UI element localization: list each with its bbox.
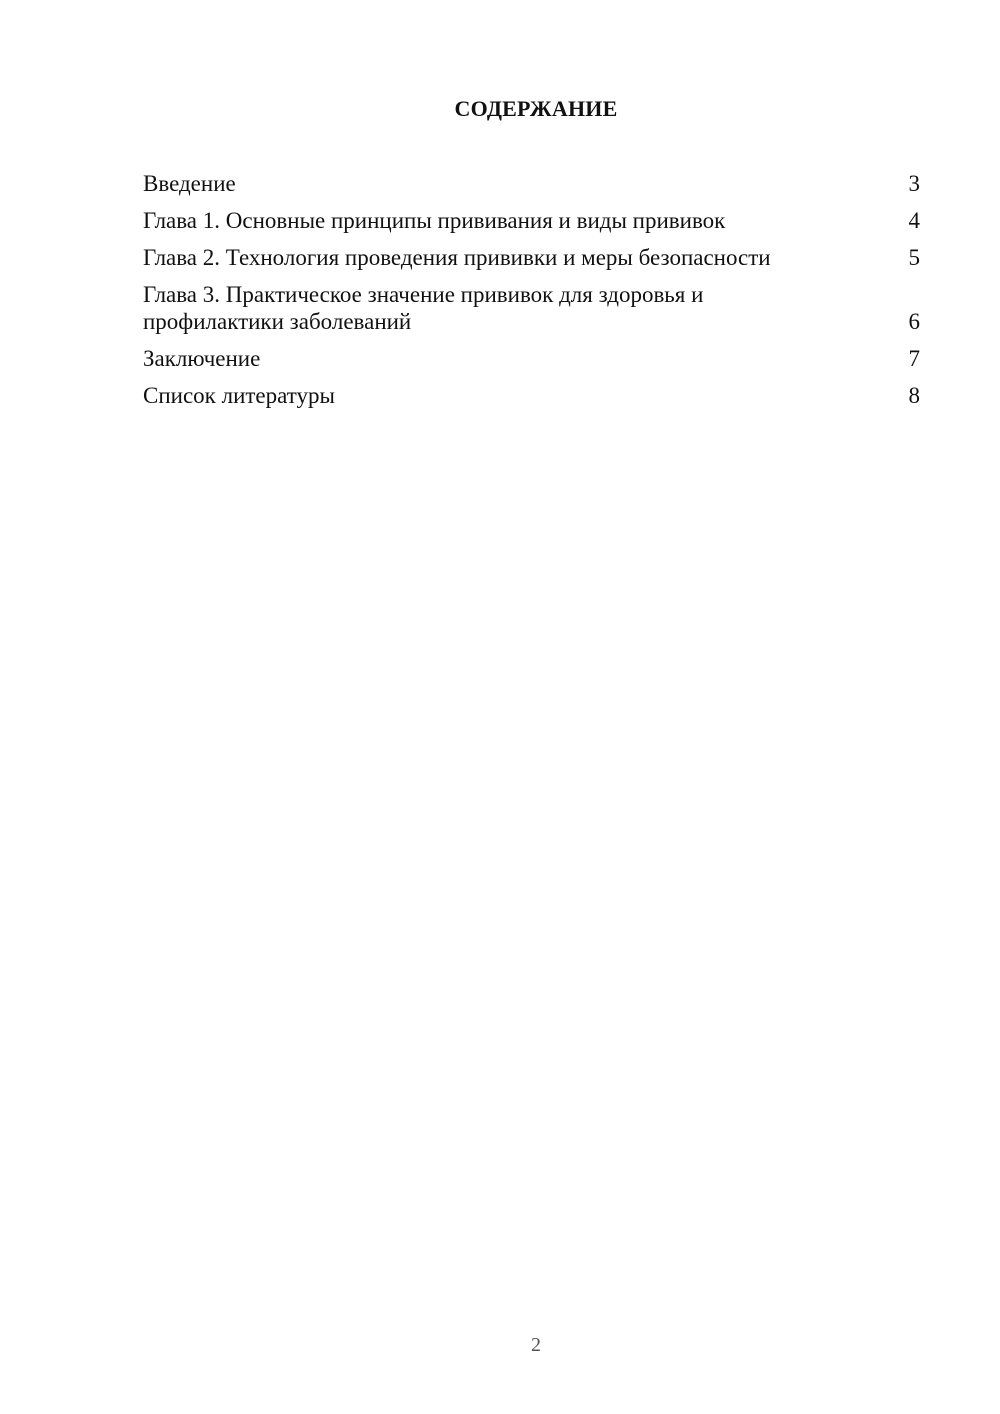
toc-entry-conclusion [143,345,920,372]
toc-entry-page: 4 [908,208,920,233]
toc-entry-page: 6 [908,309,920,334]
toc-entry-page: 5 [908,245,920,270]
toc-entry-page: 7 [908,346,920,371]
toc-entry-label: Глава 1. Основные принципы прививания и виды прививок [143,208,726,233]
page-number: 2 [531,1334,541,1356]
toc-entry-label: Глава 3. Практическое значение прививок для здоровья и профилактики заболеваний [143,282,704,334]
toc-entry-page: 3 [908,171,920,196]
toc-entry-chapter-2 [143,244,920,271]
toc-entry-references [143,382,920,409]
table-of-contents [143,170,920,419]
toc-entry-label: Список литературы [143,383,335,408]
toc-entry-chapter-1 [143,207,920,234]
toc-entry-introduction [143,170,920,197]
toc-entry-label: Глава 2. Технология проведения прививки и меры безопасности [143,245,771,270]
toc-entry-page: 8 [908,383,920,408]
toc-entry-chapter-3 [143,281,920,335]
toc-entry-label: Заключение [143,346,261,371]
toc-entry-label: Введение [143,171,236,196]
page-title: СОДЕРЖАНИЕ [454,96,618,121]
